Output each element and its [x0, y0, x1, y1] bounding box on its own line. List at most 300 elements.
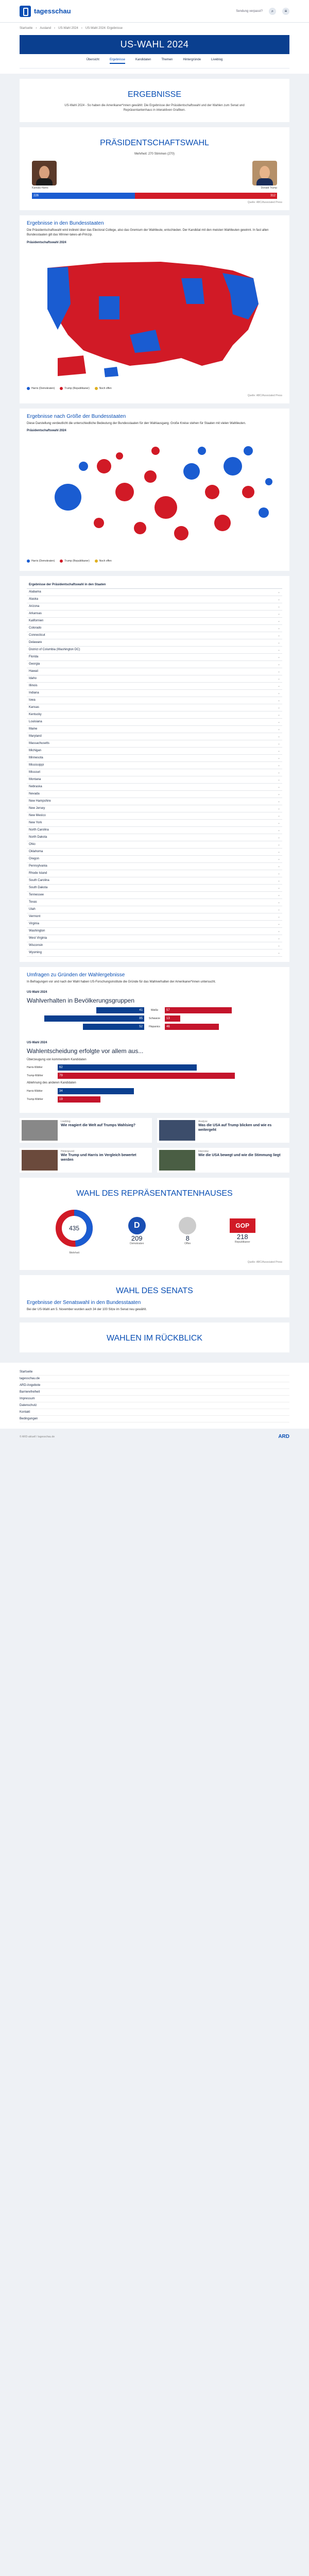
state-name: Wisconsin: [29, 943, 43, 947]
state-name: New Mexico: [29, 814, 46, 817]
state-row[interactable]: [27, 762, 282, 769]
state-name: North Carolina: [29, 828, 49, 832]
state-row[interactable]: [27, 654, 282, 661]
state-row[interactable]: [27, 892, 282, 899]
missed-show-link[interactable]: Sendung verpasst?: [236, 9, 263, 13]
state-row[interactable]: [27, 950, 282, 957]
state-row[interactable]: [27, 603, 282, 611]
motivation-row: [27, 1064, 282, 1071]
tab-results[interactable]: Ergebnisse: [110, 58, 125, 64]
demographic-row: [27, 1024, 282, 1030]
state-row[interactable]: [27, 632, 282, 639]
chevron-down-icon: ⌄: [277, 735, 280, 738]
state-name: District of Columbia (Washington DC): [29, 648, 80, 651]
chart1-kicker: US-Wahl 2024: [27, 991, 47, 994]
bubble-chart-label: Präsidentschaftswahl 2024: [27, 429, 66, 432]
teaser-title: Wie Trump und Harris im Vergleich bewertet werden: [61, 1153, 136, 1162]
state-row[interactable]: [27, 661, 282, 668]
chevron-down-icon: ⌄: [277, 901, 280, 904]
chevron-down-icon: ⌄: [277, 929, 280, 933]
chevron-down-icon: ⌄: [277, 612, 280, 616]
chevron-down-icon: ⌄: [277, 677, 280, 681]
teaser-grid: [20, 1118, 289, 1173]
state-name: Idaho: [29, 676, 37, 680]
state-bubble[interactable]: [198, 447, 206, 455]
footer-link[interactable]: tagesschau.de: [20, 1376, 289, 1382]
retro-card: [20, 1323, 289, 1352]
state-row[interactable]: [27, 625, 282, 632]
state-row[interactable]: [27, 719, 282, 726]
tab-liveblog[interactable]: Liveblog: [211, 58, 223, 61]
state-row[interactable]: [27, 784, 282, 791]
state-bubble[interactable]: [116, 452, 123, 460]
chevron-down-icon: ⌄: [277, 828, 280, 832]
presidential-card: [20, 127, 289, 210]
state-row[interactable]: [27, 942, 282, 950]
trump-bar: 46: [165, 1024, 219, 1030]
state-bubble[interactable]: [214, 515, 231, 531]
state-name: South Carolina: [29, 878, 49, 882]
legend-trump: Trump (Republikaner): [60, 387, 89, 390]
state-row[interactable]: [27, 748, 282, 755]
presidential-source: Quelle: ABC/Associated Press: [247, 201, 282, 204]
footer-link[interactable]: ARD-Angebote: [20, 1382, 289, 1389]
state-row[interactable]: [27, 618, 282, 625]
teaser-image: [159, 1120, 195, 1141]
chevron-down-icon: ⌄: [277, 670, 280, 673]
state-row[interactable]: [27, 740, 282, 748]
exitpoll-card: [20, 967, 289, 1113]
harris-photo: [32, 161, 57, 185]
state-bubble[interactable]: [97, 459, 111, 473]
footer-link[interactable]: Kontakt: [20, 1409, 289, 1416]
state-bubble[interactable]: [183, 463, 200, 480]
motivation-row: [27, 1073, 282, 1079]
top-nav: [236, 8, 289, 15]
state-row[interactable]: [27, 611, 282, 618]
harris-bar: 41: [96, 1007, 144, 1013]
legend-harris: Harris (Demokraten): [27, 387, 55, 390]
tab-candidates[interactable]: Kandidaten: [135, 58, 151, 61]
bubble-legend: [27, 556, 282, 566]
legend-open: Noch offen: [95, 560, 112, 563]
state-name: Louisiana: [29, 720, 42, 723]
teaser-tag: Interview: [198, 1149, 209, 1153]
legend-open: Noch offen: [95, 387, 112, 390]
state-name: Arizona: [29, 604, 40, 608]
state-row[interactable]: [27, 841, 282, 849]
chart2-group-a: [27, 1064, 282, 1079]
state-row[interactable]: [27, 913, 282, 921]
bubble-section-link[interactable]: Ergebnisse nach Größe der Bundesstaaten: [27, 413, 126, 419]
state-name: Colorado: [29, 626, 42, 630]
chevron-down-icon: ⌄: [277, 865, 280, 868]
chevron-down-icon: ⌄: [277, 893, 280, 897]
state-row[interactable]: [27, 863, 282, 870]
majority-note: Mehrheit: 270 Stimmen (270): [134, 152, 175, 156]
voter-group: Harris-Wähler: [27, 1089, 43, 1093]
chevron-down-icon: ⌄: [277, 742, 280, 745]
motivation-bar: 19: [58, 1096, 100, 1103]
house-title: WAHL DES REPRÄSENTANTENHAUSES: [76, 1189, 233, 1198]
state-name: Virginia: [29, 922, 39, 925]
group-label: Schwarze: [149, 1017, 160, 1021]
teaser-image: [22, 1150, 58, 1171]
state-row[interactable]: [27, 805, 282, 812]
chevron-down-icon: ⌄: [277, 648, 280, 652]
state-name: Nebraska: [29, 785, 42, 788]
state-row[interactable]: [27, 812, 282, 820]
state-row[interactable]: [27, 589, 282, 596]
motivation-row: [27, 1096, 282, 1103]
chevron-down-icon: ⌄: [277, 749, 280, 753]
state-name: Florida: [29, 655, 39, 658]
chevron-down-icon: ⌄: [277, 771, 280, 774]
map-chart-label: Präsidentschaftswahl 2024: [27, 241, 66, 244]
teaser-image: [159, 1150, 195, 1171]
state-rows: [27, 589, 282, 957]
motivation-chart: [27, 1035, 282, 1108]
logo-icon: [20, 6, 31, 17]
state-name: Washington: [29, 929, 45, 933]
state-results: [20, 576, 289, 962]
chevron-down-icon: ⌄: [277, 785, 280, 789]
chevron-down-icon: ⌄: [277, 655, 280, 659]
state-row[interactable]: [27, 776, 282, 784]
state-row[interactable]: [27, 798, 282, 805]
teaser-card[interactable]: [20, 1118, 152, 1143]
chevron-down-icon: ⌄: [277, 872, 280, 875]
exitpoll-text: In Befragungen vor und nach der Wahl haben US-Forschungsinstitute die Gründe für das Wahlverhalten der Amerikaner*innen untersucht.: [27, 980, 216, 984]
senate-card: [20, 1275, 289, 1317]
trump-bar: 13: [165, 1015, 180, 1022]
state-bubble[interactable]: [265, 478, 272, 485]
results-intro: [20, 79, 289, 122]
chart2-group-b: [27, 1088, 282, 1103]
menu-icon[interactable]: ≡: [282, 8, 289, 15]
top-bar: [0, 0, 309, 23]
trump-bar: 57: [165, 1007, 232, 1013]
house-donut: [54, 1208, 95, 1249]
state-bubble[interactable]: [224, 457, 242, 476]
chevron-down-icon: ⌄: [277, 663, 280, 666]
chevron-down-icon: ⌄: [277, 908, 280, 911]
chevron-down-icon: ⌄: [277, 706, 280, 709]
state-name: Utah: [29, 907, 36, 911]
chevron-down-icon: ⌄: [277, 756, 280, 760]
state-row[interactable]: [27, 928, 282, 935]
tab-topics[interactable]: Themen: [161, 58, 173, 61]
state-row[interactable]: [27, 827, 282, 834]
brand-name: tagesschau: [34, 7, 71, 15]
tab-overview[interactable]: Übersicht: [86, 58, 99, 61]
state-name: Alaska: [29, 597, 39, 601]
teaser-tag: Hintergrund: [61, 1149, 75, 1153]
candidate-harris: [32, 161, 57, 190]
state-bubble[interactable]: [259, 507, 269, 518]
trump-bar-track: [165, 1024, 282, 1030]
map-hawaii: [104, 367, 118, 377]
map-source: Quelle: ABC/Associated Press: [247, 394, 282, 397]
chevron-down-icon: ⌄: [277, 937, 280, 940]
harris-bar: 52: [83, 1024, 144, 1030]
chevron-down-icon: ⌄: [277, 944, 280, 947]
breadcrumb-item[interactable]: Ausland: [40, 27, 52, 30]
state-row[interactable]: [27, 697, 282, 704]
trump-votes: 312: [270, 194, 276, 197]
group-label: Weiße: [150, 1009, 159, 1012]
footer: [0, 1363, 309, 1429]
house-source: Quelle: ABC/Associated Press: [247, 1260, 282, 1264]
state-name: Montana: [29, 777, 41, 781]
chevron-down-icon: ⌄: [277, 727, 280, 731]
presidential-title: PRÄSIDENTSCHAFTSWAHL: [100, 139, 209, 147]
chart2-title: Wahlentscheidung erfolgte vor allem aus...: [27, 1047, 144, 1055]
state-bubble[interactable]: [244, 446, 253, 455]
state-bubble[interactable]: [79, 462, 88, 471]
harris-bar-track: [27, 1015, 144, 1022]
chevron-down-icon: ⌄: [277, 626, 280, 630]
chart2-sub2: Ablehnung des anderen Kandidaten: [27, 1081, 76, 1085]
state-row[interactable]: [27, 791, 282, 798]
state-row[interactable]: [27, 711, 282, 719]
state-bubble[interactable]: [205, 485, 219, 499]
chevron-down-icon: ⌄: [277, 800, 280, 803]
state-row[interactable]: [27, 820, 282, 827]
footer-link[interactable]: Impressum: [20, 1396, 289, 1402]
state-name: Oklahoma: [29, 850, 43, 853]
senate-title: WAHL DES SENATS: [116, 1286, 193, 1295]
motivation-bar: 62: [58, 1064, 197, 1071]
state-row[interactable]: [27, 769, 282, 776]
map-legend: [27, 384, 282, 393]
state-row[interactable]: [27, 921, 282, 928]
state-name: Indiana: [29, 691, 39, 694]
senate-text: Bei der US-Wahl am 5. November wurden auch 34 der 100 Sitze im Senat neu gewählt.: [27, 1308, 147, 1311]
state-bubble[interactable]: [55, 484, 81, 511]
state-name: New Jersey: [29, 806, 45, 810]
gop-badge: GOP: [230, 1218, 255, 1233]
exitpoll-link[interactable]: Umfragen zu Gründen der Wahlergebnisse: [27, 972, 125, 978]
state-name: West Virginia: [29, 936, 47, 940]
state-row[interactable]: [27, 639, 282, 647]
state-name: Wyoming: [29, 951, 42, 954]
legend-trump: Trump (Republikaner): [60, 560, 89, 563]
state-row[interactable]: [27, 596, 282, 603]
chevron-down-icon: ⌄: [277, 691, 280, 695]
chevron-down-icon: ⌄: [277, 915, 280, 919]
map-alaska: [58, 355, 86, 376]
state-name: Kalifornien: [29, 619, 44, 622]
state-row[interactable]: [27, 885, 282, 892]
chart1-title: Wahlverhalten in Bevölkerungsgruppen: [27, 997, 135, 1005]
group-label: Hispanics: [149, 1025, 160, 1029]
footer-link[interactable]: Datenschutz: [20, 1402, 289, 1409]
breadcrumb: Startseite › Ausland › US-Wahl 2024 › US-Wahl 2024: Ergebnisse: [0, 23, 309, 32]
state-bubble[interactable]: [144, 470, 157, 483]
state-name: South Dakota: [29, 886, 48, 889]
state-name: Alabama: [29, 590, 41, 594]
us-map[interactable]: [27, 247, 284, 381]
footer-link[interactable]: Bedingungen: [20, 1416, 289, 1422]
chevron-down-icon: ⌄: [277, 713, 280, 717]
state-name: Pennsylvania: [29, 864, 47, 868]
chevron-down-icon: ⌄: [277, 764, 280, 767]
state-name: Massachusetts: [29, 741, 50, 745]
chevron-down-icon: ⌄: [277, 720, 280, 724]
democrat-badge: D: [128, 1217, 146, 1234]
state-name: Kansas: [29, 705, 40, 709]
house-total-cap: Mehrheit: [69, 1251, 79, 1255]
state-bubble[interactable]: [242, 486, 254, 498]
state-row[interactable]: [27, 690, 282, 697]
senate-link[interactable]: Ergebnisse der Senatswahl in den Bundesstaaten: [27, 1299, 141, 1306]
footer-link[interactable]: Startseite: [20, 1369, 289, 1376]
chevron-down-icon: ⌄: [277, 843, 280, 846]
house-card: [20, 1178, 289, 1270]
teaser-card[interactable]: [157, 1118, 289, 1143]
chevron-down-icon: ⌄: [277, 951, 280, 955]
state-name: Oregon: [29, 857, 40, 860]
demographic-row: [27, 1015, 282, 1022]
chevron-down-icon: ⌄: [277, 857, 280, 861]
breadcrumb-item[interactable]: Startseite: [20, 27, 33, 30]
state-row[interactable]: [27, 647, 282, 654]
bubble-map[interactable]: [27, 435, 284, 554]
teaser-card[interactable]: [20, 1148, 152, 1173]
chevron-down-icon: ⌄: [277, 879, 280, 883]
state-name: Missouri: [29, 770, 41, 774]
teaser-title: Was die USA auf Trump blicken und wie es weitergeht: [198, 1123, 272, 1132]
harris-votes: 226: [33, 194, 39, 197]
state-name: Ohio: [29, 842, 36, 846]
state-row[interactable]: [27, 704, 282, 711]
house-summary: [27, 1202, 282, 1260]
state-name: Delaware: [29, 640, 42, 644]
logo[interactable]: [20, 6, 71, 17]
chevron-down-icon: ⌄: [277, 807, 280, 810]
state-name: Arkansas: [29, 612, 42, 615]
motivation-bar-track: [58, 1073, 282, 1079]
motivation-row: [27, 1088, 282, 1094]
copyright: © ARD-aktuell / tagesschau.de: [20, 1435, 55, 1438]
state-row[interactable]: [27, 733, 282, 740]
state-name: Mississippi: [29, 763, 44, 767]
chevron-down-icon: ⌄: [277, 922, 280, 926]
state-bubble[interactable]: [174, 526, 188, 540]
map-section-text: Die Präsidentschaftswahl wird indirekt über das Electoral College, also das Gremium der Wahlleute, entschieden. Der Kandidat mit den meisten Wahlleuten gewinnt. In fast allen Bundesstaaten gilt das Winner-takes-all-Prinzip.: [27, 229, 269, 237]
ard-logo[interactable]: ARD: [278, 1434, 289, 1440]
state-name: New Hampshire: [29, 799, 51, 803]
house-dem-seats: 209: [131, 1234, 143, 1242]
state-row[interactable]: [27, 849, 282, 856]
house-rep: [230, 1218, 255, 1244]
voter-group: Trump-Wähler: [27, 1097, 43, 1101]
trump-photo: [252, 161, 277, 185]
state-name: Rhode Island: [29, 871, 47, 875]
state-row[interactable]: [27, 899, 282, 906]
harris-bar: 85: [44, 1015, 144, 1022]
demographic-row: [27, 1007, 282, 1013]
chevron-down-icon: ⌄: [277, 605, 280, 608]
chevron-down-icon: ⌄: [277, 684, 280, 688]
house-open: [179, 1217, 196, 1245]
teaser-card[interactable]: [157, 1148, 289, 1173]
bubble-card: [20, 409, 289, 571]
state-name: Georgia: [29, 662, 40, 666]
footer-bottom: [0, 1429, 309, 1445]
state-row[interactable]: [27, 870, 282, 877]
state-name: Kentucky: [29, 713, 42, 716]
state-name: Tennessee: [29, 893, 44, 896]
state-row[interactable]: [27, 683, 282, 690]
results-intro-text: US-Wahl 2024 - So haben die Amerikaner*innen gewählt: Die Ergebnisse der Präsidentschaftswahl und der Wahlen zum Senat und Repräsentantenhaus in interaktiven Grafiken.: [64, 104, 245, 112]
voter-group: Harris-Wähler: [27, 1066, 43, 1070]
state-row[interactable]: [27, 726, 282, 733]
house-open-cap: Offen: [184, 1242, 191, 1245]
state-name: Illinois: [29, 684, 38, 687]
chevron-down-icon: ⌄: [277, 792, 280, 796]
footer-link[interactable]: Barrierefreiheit: [20, 1389, 289, 1396]
harris-bar-track: [27, 1024, 144, 1030]
page-title: US-WAHL 2024: [20, 35, 289, 54]
candidates: [27, 161, 282, 190]
chart1-rows: [27, 1007, 282, 1030]
state-row[interactable]: [27, 906, 282, 913]
state-name: North Dakota: [29, 835, 47, 839]
chevron-down-icon: ⌄: [277, 641, 280, 645]
teaser-image: [22, 1120, 58, 1141]
motivation-bar: 79: [58, 1073, 235, 1079]
motivation-bar-track: [58, 1096, 282, 1103]
state-row[interactable]: [27, 935, 282, 942]
chevron-down-icon: ⌄: [277, 634, 280, 637]
chart2-sub1: Überzeugung von kommendem Kandidaten: [27, 1058, 87, 1062]
breadcrumb-item[interactable]: US-Wahl 2024: [58, 27, 78, 30]
state-row[interactable]: [27, 877, 282, 885]
tab-background[interactable]: Hintergründe: [183, 58, 201, 61]
electoral-bar: [32, 193, 277, 199]
state-bubble[interactable]: [134, 522, 146, 534]
state-bubble[interactable]: [94, 518, 104, 528]
house-open-seats: 8: [185, 1234, 190, 1242]
state-name: Michigan: [29, 749, 42, 752]
house-dem: [128, 1217, 146, 1245]
state-name: Vermont: [29, 914, 41, 918]
map-section-link[interactable]: Ergebnisse in den Bundesstaaten: [27, 221, 104, 226]
chevron-down-icon: ⌄: [277, 836, 280, 839]
state-name: Minnesota: [29, 756, 43, 759]
state-row[interactable]: [27, 675, 282, 683]
motivation-bar: 34: [58, 1088, 134, 1094]
chevron-down-icon: ⌄: [277, 590, 280, 594]
trump-votes-bar: [135, 193, 277, 199]
state-row[interactable]: [27, 755, 282, 762]
state-bubble[interactable]: [115, 483, 134, 501]
harris-bar-track: [27, 1007, 144, 1013]
state-row[interactable]: [27, 834, 282, 841]
search-icon[interactable]: ⌕: [269, 8, 276, 15]
teaser-title: Wie reagiert die Welt auf Trumps Wahlsieg?: [61, 1123, 136, 1127]
chevron-down-icon: ⌄: [277, 598, 280, 601]
state-row[interactable]: [27, 668, 282, 675]
harris-name: Kamala Harris: [32, 187, 48, 190]
chevron-down-icon: ⌄: [277, 814, 280, 818]
state-row[interactable]: [27, 856, 282, 863]
motivation-bar-track: [58, 1064, 282, 1071]
state-bubble[interactable]: [154, 496, 177, 519]
state-bubble[interactable]: [151, 447, 160, 455]
